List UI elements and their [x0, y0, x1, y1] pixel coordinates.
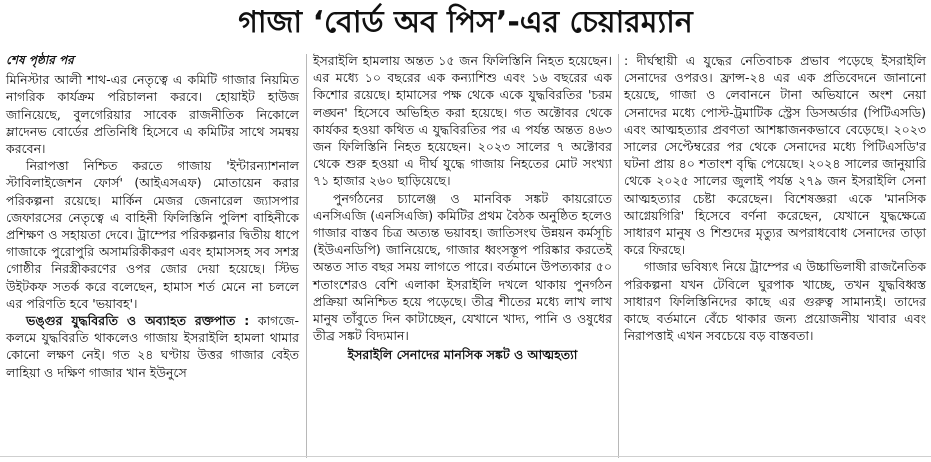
subheading: ইসরাইলি সেনাদের মানসিক সঙ্কট ও আত্মহত্যা [347, 347, 578, 363]
article-column-1 [6, 52, 299, 381]
page-bottom-rule [0, 456, 931, 457]
headline-bar [0, 0, 931, 46]
column-divider [306, 54, 307, 458]
article-paragraph: নিরাপত্তা নিশ্চিত করতে গাজায় 'ইন্টারন্যাশনাল স্টাবিলাইজেশন ফোর্স' (আইএসএফ) মোতায়েন করার পরিকল্পনা রয়েছে। মার্কিন মেজর জেনারেল জ্যাসপার জেফারসের নেতৃত্বে এ বাহিনী ফিলিস্তিনি পুলিশ বাহিনীকে প্রশিক্ষণ ও সহায়তা দেবে। ট্রাম্পের পরিকল্পনার দ্বিতীয় ধাপে গাজাকে পুরোপুরি অসামরিকীকরণ এবং হামাসসহ সব সশস্ত্র গোষ্ঠীর নিরস্ত্রীকরণের ওপর জোর দেয়া হয়েছে। স্টিভ উইটকফ সতর্ক করে বলেছেন, হামাস শর্ত মেনে না চললে এর পরিণতি হবে 'ভয়াবহ'। [6, 158, 299, 311]
article-paragraph: পুনর্গঠনের চ্যালেঞ্জ ও মানবিক সঙ্কট কায়রোতে এনসিএজি (এনসিএজি) কমিটির প্রথম বৈঠক অনুষ্ঠিত হলেও গাজার বাস্তব চিত্র অত্যন্ত ভয়াবহ। জাতিসংঘ উন্নয়ন কর্মসূচি (ইউএনডিপি) জানিয়েছে, গাজার ধ্বংসস্তূপ পরিষ্কার করতেই অন্তত সাত বছর সময় লাগতে পারে। বর্তমানে উপত্যকার ৫০ শতাংশেরও বেশি এলাকা ইসরাইলি দখলে থাকায় পুনর্গঠন প্রক্রিয়া অনিশ্চিত হয়ে পড়েছে। তীব্র শীতের মধ্যে লাখ লাখ মানুষ তাঁবুতে দিন কাটাচ্ছেন, যেখানে খাদ্য, পানি ও ওষুধের তীব্র সঙ্কট বিদ্যমান। [313, 190, 612, 344]
continued-label: শেষ পৃষ্ঠার পর [6, 53, 74, 67]
article-paragraph: গাজার ভবিষ্যৎ নিয়ে ট্রাম্পের এ উচ্চাভিলাষী রাজনৈতিক পরিকল্পনা যখন টেবিলে ঘুরপাক খাচ্ছে, তখন যুদ্ধবিধ্বস্ত সাধারণ ফিলিস্তিনিদের কাছে এর গুরুত্ব সামান্যই। তাদের কাছে বর্তমানে বেঁচে থাকার জন্য প্রয়োজনীয় খাবার এবং নিরাপত্তাই এখন সবচেয়ে বড় বাস্তবতা। [624, 259, 926, 344]
section-lead-text: কাগজে-কলমে যুদ্ধবিরতি থাকলেও গাজায় ইসরাইলি হামলা থামার কোনো লক্ষণ নেই। গত ২৪ ঘণ্টায় উত্তর গাজার বেইত লাহিয়া ও দক্ষিণ গাজার খান ইউনুসে [6, 313, 299, 380]
article-paragraph: মিনিস্টার আলী শাথ-এর নেতৃত্বে এ কমিটি গাজার নিয়মিত নাগরিক কার্যক্রম পরিচালনা করবে। হোয়াইট হাউজ জানিয়েছে, বুলগেরিয়ার সাবেক রাজনীতিক নিকোলে ম্লাদেনভ বোর্ডের প্রতিনিধি হিসেবে এ কমিটির সাথে সমন্বয় করবেন। [6, 72, 299, 157]
column-divider [618, 54, 619, 458]
headline: গাজা ‘বোর্ড অব পিস’-এর চেয়ারম্যান [238, 5, 693, 40]
section-lead-label: ভঙ্গুর যুদ্ধবিরতি ও অব্যাহত রক্তপাত : [26, 313, 250, 329]
article-paragraph: : দীর্ঘস্থায়ী এ যুদ্ধের নেতিবাচক প্রভাব পড়েছে ইসরাইলি সেনাদের ওপরও। ফ্রান্স-২৪ এর এক প্রতিবেদনে জানানো হয়েছে, গাজা ও লেবাননে টানা অভিযানে অংশ নেয়া সেনাদের মধ্যে পোস্ট-ট্রমাটিক স্ট্রেস ডিসঅর্ডার (পিটিএসডি) এবং আত্মহত্যার প্রবণতা আশঙ্কাজনকভাবে বেড়েছে। ২০২৩ সালের সেপ্টেম্বরের পর থেকে সেনাদের মধ্যে পিটিএসডি'র ঘটনা প্রায় ৪০ শতাংশ বৃদ্ধি পেয়েছে। ২০২৪ সালের জানুয়ারি থেকে ২০২৫ সালের জুলাই পর্যন্ত ২৭৯ জন ইসরাইলি সেনা আত্মহত্যার চেষ্টা করেছেন। বিশেষজ্ঞরা একে 'মানসিক আগ্নেয়গিরি' হিসেবে বর্ণনা করেছেন, যেখানে যুদ্ধক্ষেত্রে সাধারণ মানুষ ও শিশুদের মৃত্যুর অপরাধবোধ সেনাদের তাড়া করে ফিরছে। [624, 53, 926, 258]
article-paragraph: ইসরাইলি হামলায় অন্তত ১৫ জন ফিলিস্তিনি নিহত হয়েছেন। এর মধ্যে ১০ বছরের এক কন্যাশিশু এবং ১৬ বছরের এক কিশোর রয়েছে। হামাসের পক্ষ থেকে একে যুদ্ধবিরতির 'চরম লঙ্ঘন' হিসেবে অভিহিত করা হয়েছে। গত অক্টোবর থেকে কার্যকর হওয়া কথিত এ যুদ্ধবিরতির পর এ পর্যন্ত অন্তত ৪৬৩ জন ফিলিস্তিনি নিহত হয়েছেন। ২০২৩ সালের ৭ অক্টোবর থেকে শুরু হওয়া এ দীর্ঘ যুদ্ধে গাজায় নিহতের মোট সংখ্যা ৭১ হাজার ২৬০ ছাড়িয়েছে। [313, 53, 612, 189]
article-paragraph-lead [6, 312, 299, 381]
article-column-2 [313, 52, 612, 364]
article-column-3 [624, 52, 926, 344]
